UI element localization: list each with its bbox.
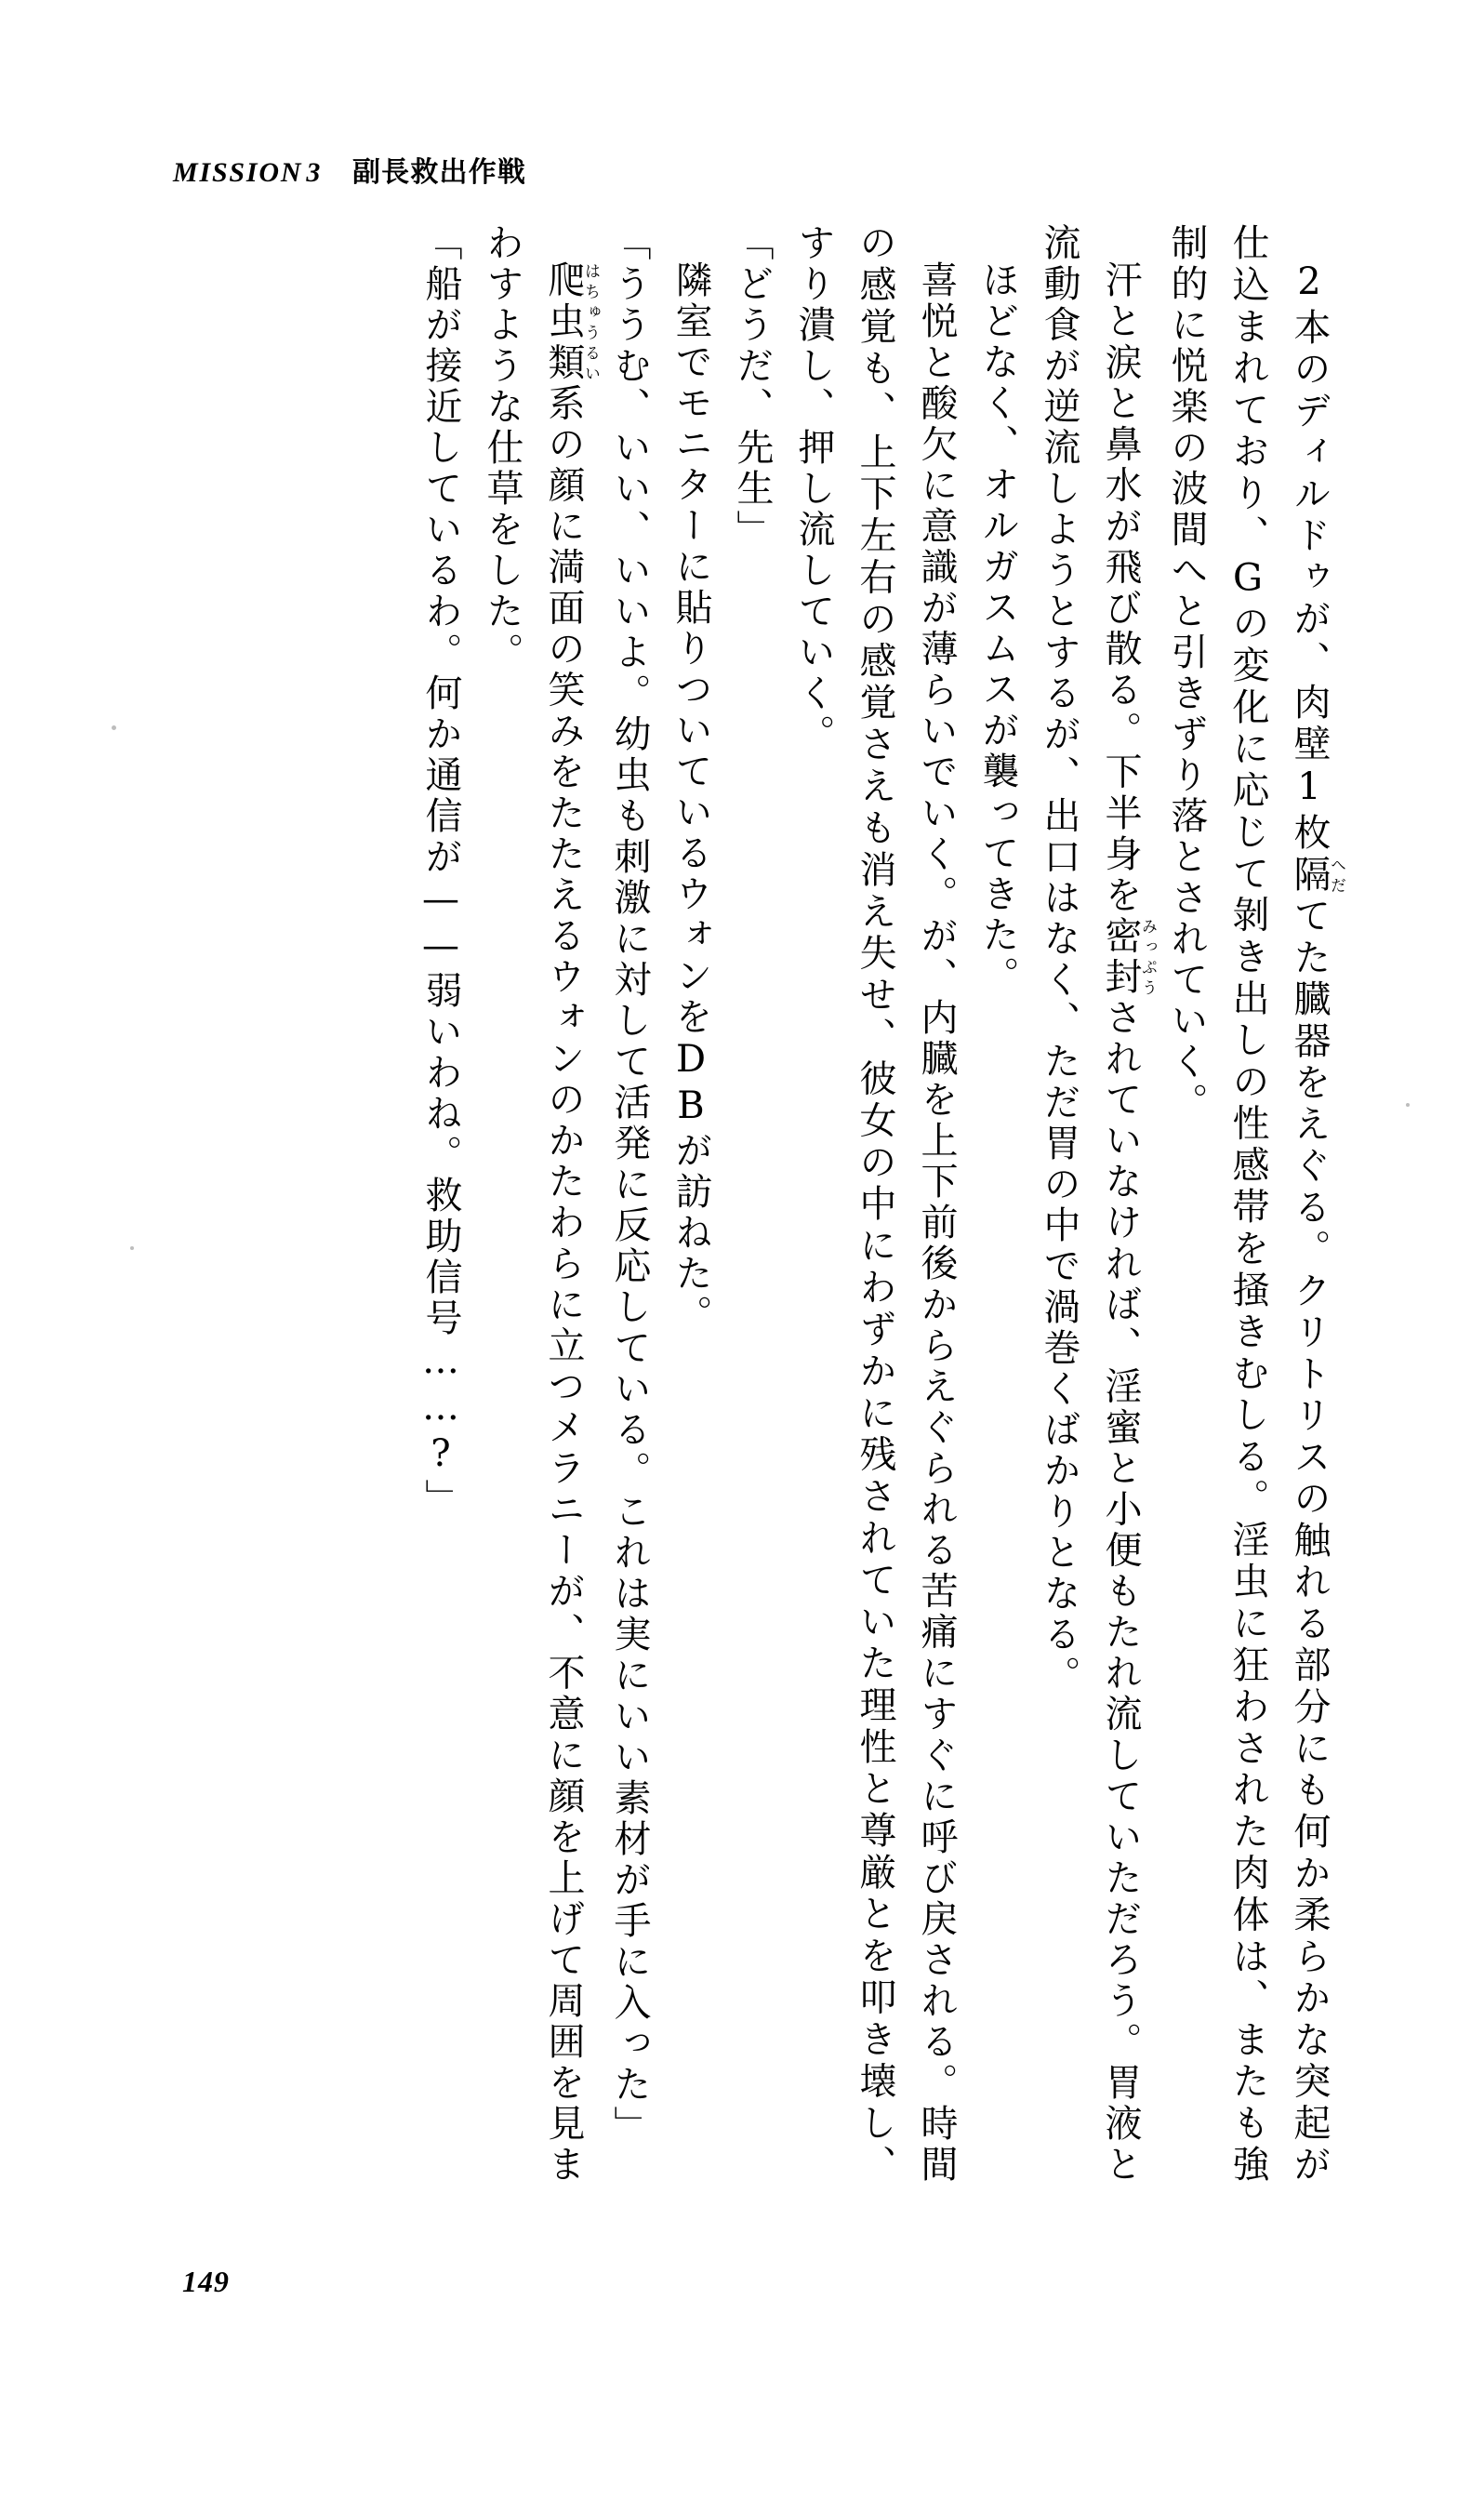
paragraph-6: 隣室でモニターに貼りついているウォンをDBが訪ねた。 (669, 260, 712, 1336)
paragraph-5-dialogue: 「どうだ、先生」 (731, 223, 774, 551)
print-speckle (130, 1246, 134, 1250)
running-head-chapter-title: 副長救出作戦 (351, 156, 527, 189)
paragraph-1: 2本のディルドゥが、肉壁1枚隔へだてた臓器をえぐる。クリトリスの触れる部分にも何か柔らかな突起が仕込まれており、Gの変化に応じて剝き出しの性感帯を掻きむしる。淫虫に狂わされた肉体は、またも強制的に悦楽の波間へと引きずり落とされていく。 (1165, 223, 1345, 2187)
running-head-mission-word: MISSION (173, 157, 303, 188)
print-speckle (1406, 1103, 1410, 1107)
paragraph-4: 喜悦と酸欠に意識が薄らいでいく。が、内臓を上下前後からえぐられる苦痛にすぐに呼び戻される。時間の感覚も、上下左右の感覚さえも消え失せ、彼女の中にわずかに残されていた理性と尊厳とを叩き壊し、すり潰し、押し流していく。 (792, 223, 958, 2186)
paragraph-7-dialogue: 「ううむ、いい、いいよ。幼虫も刺激に対して活発に反応している。これは実にいい素材が手に入った」 (608, 223, 651, 2147)
ruby-hachuurui: 爬虫類はちゅうるい (542, 260, 600, 384)
running-head-mission-number: 3 (306, 157, 321, 188)
running-head (173, 149, 526, 190)
paragraph-2: 汗と涙と鼻水が飛び散る。下半身を密封みっぷうされていなければ、淫蜜と小便もたれ流していただろう。胃液と流動食が逆流しようとするが、出口はなく、ただ胃の中で渦巻くばかりとなる。 (1038, 223, 1157, 2187)
paragraph-3: ほどなく、オルガスムスが襲ってきた。 (976, 260, 1019, 997)
print-speckle (112, 725, 116, 730)
ruby-mippuu: 密封みっぷう (1099, 915, 1157, 998)
body-text-column (173, 223, 1345, 2186)
page-number: 149 (182, 2265, 230, 2298)
paragraph-9-dialogue: 「船が接近しているわ。何か通信が——弱いわね。救助信号……?」 (419, 223, 462, 1520)
paragraph-8: 爬虫類はちゅうるい系の顔に満面の笑みをたたえるウォンのかたわらに立つメラニーが、不意に顔を上げて周囲を見まわすような仕草をした。 (481, 223, 600, 2187)
ruby-hedate: 隔へだ (1288, 854, 1345, 897)
